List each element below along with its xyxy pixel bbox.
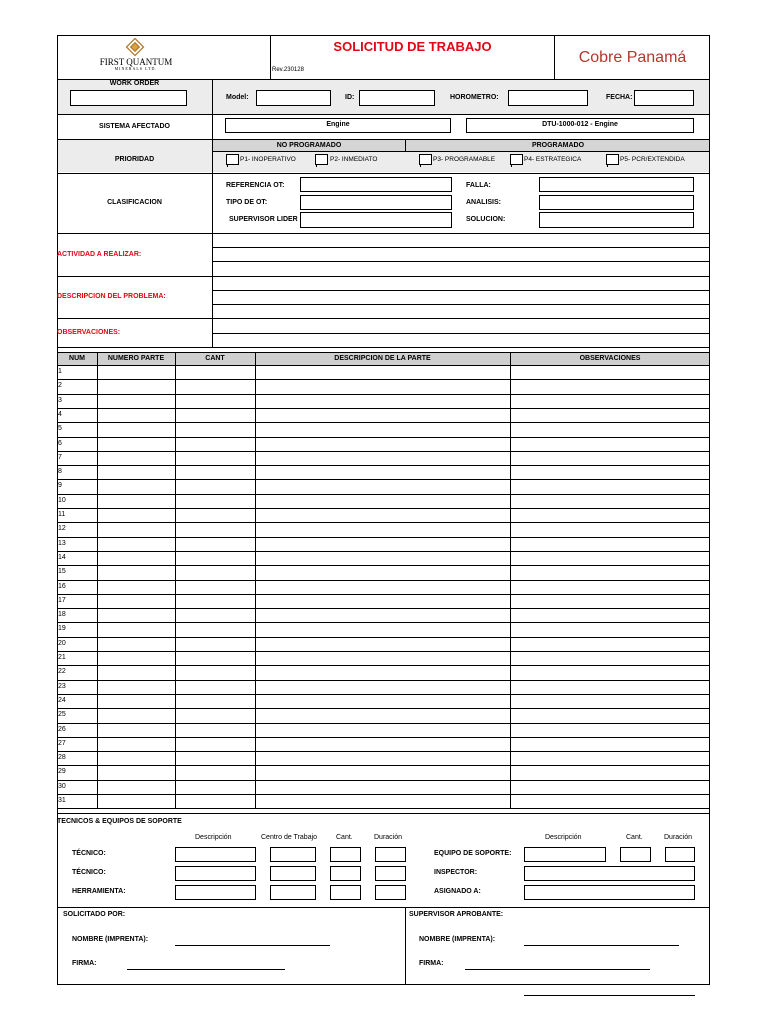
id-label: ID: xyxy=(345,94,355,101)
tecnico1-duracion-input[interactable] xyxy=(375,847,406,862)
col-cant-header: CANT xyxy=(205,355,225,362)
table-row[interactable] xyxy=(57,680,710,681)
table-row[interactable] xyxy=(57,723,710,724)
row-number: 7 xyxy=(58,453,62,461)
row-number: 14 xyxy=(58,553,66,561)
sistema-input-2[interactable]: DTU-1000-012 - Engine xyxy=(466,118,694,133)
divider xyxy=(57,907,710,908)
tecnico2-duracion-input[interactable] xyxy=(375,866,406,881)
p1-checkbox[interactable] xyxy=(226,154,239,165)
falla-label: FALLA: xyxy=(466,182,491,189)
model-label: Model: xyxy=(226,94,249,101)
logo-subtext: MINERALS LTD. xyxy=(114,66,158,71)
equipo-descripcion-input[interactable] xyxy=(524,847,606,862)
column-divider xyxy=(255,352,256,809)
referencia-input[interactable] xyxy=(300,177,452,192)
divider xyxy=(212,114,213,139)
row-number: 20 xyxy=(58,639,66,647)
row-number: 24 xyxy=(58,696,66,704)
table-row[interactable] xyxy=(57,765,710,766)
row-number: 25 xyxy=(58,711,66,719)
herramienta-label: HERRAMIENTA: xyxy=(72,888,126,895)
row-number: 23 xyxy=(58,682,66,690)
tecnico1-centro-input[interactable] xyxy=(270,847,316,862)
p3-label: P3- PROGRAMABLE xyxy=(433,156,496,163)
p5-label: P5- PCR/EXTENDIDA xyxy=(620,156,685,163)
divider xyxy=(57,813,710,814)
referencia-label: REFERENCIA OT: xyxy=(226,182,285,189)
divider xyxy=(212,151,710,152)
tecnico2-label: TÉCNICO: xyxy=(72,869,106,876)
fecha-label: FECHA: xyxy=(606,94,633,101)
herramienta-duracion-input[interactable] xyxy=(375,885,406,900)
row-number: 13 xyxy=(58,539,66,547)
row-number: 5 xyxy=(58,425,62,433)
row-number: 27 xyxy=(58,739,66,747)
table-row[interactable] xyxy=(57,494,710,495)
equipo-cant-input[interactable] xyxy=(620,847,651,862)
table-row[interactable] xyxy=(57,551,710,552)
inspector-input[interactable] xyxy=(524,866,695,881)
logo-text: FIRST QUANTUM xyxy=(99,57,173,67)
tecnico2-descripcion-input[interactable] xyxy=(175,866,256,881)
table-row[interactable] xyxy=(57,708,710,709)
nombre-left-line[interactable] xyxy=(175,945,330,946)
divider xyxy=(405,907,406,985)
row-number: 15 xyxy=(58,568,66,576)
notes-area[interactable] xyxy=(213,234,709,347)
table-row[interactable] xyxy=(57,437,710,438)
table-row[interactable] xyxy=(57,394,710,395)
table-row[interactable] xyxy=(57,365,710,366)
col-descripcion-label-right: Descripción xyxy=(545,834,582,841)
p4-checkbox[interactable] xyxy=(510,154,523,165)
table-row[interactable] xyxy=(57,379,710,380)
work-order-input[interactable] xyxy=(70,90,187,106)
descripcion-label: DESCRIPCION DEL PROBLEMA: xyxy=(57,293,166,300)
col-cant-label-right: Cant. xyxy=(626,834,643,841)
divider xyxy=(212,79,213,114)
table-row[interactable] xyxy=(57,665,710,666)
table-row[interactable] xyxy=(57,580,710,581)
table-row[interactable] xyxy=(57,751,710,752)
row-number: 4 xyxy=(58,410,62,418)
p2-checkbox[interactable] xyxy=(315,154,328,165)
table-row[interactable] xyxy=(57,408,710,409)
table-row[interactable] xyxy=(57,651,710,652)
programado-label: PROGRAMADO xyxy=(531,142,585,149)
nombre-right-line[interactable] xyxy=(524,945,679,946)
divider xyxy=(57,347,710,348)
horometro-label: HOROMETRO: xyxy=(450,94,499,101)
row-number: 22 xyxy=(58,668,66,676)
solicitado-label: SOLICITADO POR: xyxy=(63,911,126,918)
column-divider xyxy=(510,352,511,809)
supervisor-label: SUPERVISOR LIDER xyxy=(229,216,298,223)
nombre-right-label: NOMBRE (IMPRENTA): xyxy=(419,936,496,943)
row-number: 26 xyxy=(58,725,66,733)
row-number: 8 xyxy=(58,468,62,476)
row-number: 29 xyxy=(58,768,66,776)
no-programado-label: NO PROGRAMADO xyxy=(276,142,342,149)
firma-right-label: FIRMA: xyxy=(419,960,444,967)
sistema-label: SISTEMA AFECTADO xyxy=(99,123,170,130)
work-order-label: WORK ORDER xyxy=(109,80,160,87)
row-number: 12 xyxy=(58,525,66,533)
asignado-label: ASIGNADO A: xyxy=(434,888,481,895)
prioridad-label: PRIORIDAD xyxy=(114,156,155,163)
divider xyxy=(212,173,213,233)
table-row[interactable] xyxy=(57,422,710,423)
col-num-header: NUM xyxy=(69,355,85,362)
analisis-label: ANALISIS: xyxy=(466,199,501,206)
table-row[interactable] xyxy=(57,794,710,795)
horometro-input[interactable] xyxy=(508,90,588,106)
row-number: 11 xyxy=(58,511,66,518)
p4-label: P4- ESTRATEGICA xyxy=(524,156,582,163)
table-row[interactable] xyxy=(57,537,710,538)
column-divider xyxy=(97,352,98,809)
firma-left-line[interactable] xyxy=(127,969,285,970)
tipo-input[interactable] xyxy=(300,195,452,210)
analisis-input[interactable] xyxy=(539,195,694,210)
table-row[interactable] xyxy=(57,737,710,738)
row-number: 10 xyxy=(58,496,66,504)
table-row[interactable] xyxy=(57,780,710,781)
table-row[interactable] xyxy=(57,479,710,480)
herramienta-centro-input[interactable] xyxy=(270,885,316,900)
model-input[interactable] xyxy=(256,90,331,106)
col-duracion-label-right: Duración xyxy=(664,834,693,841)
fecha-input[interactable] xyxy=(634,90,694,106)
falla-input[interactable] xyxy=(539,177,694,192)
table-row[interactable] xyxy=(57,622,710,623)
p3-checkbox[interactable] xyxy=(419,154,432,165)
col-part-number-header: NUMERO PARTE xyxy=(107,355,165,362)
tecnico1-descripcion-input[interactable] xyxy=(175,847,256,862)
col-cant-label: Cant. xyxy=(336,834,353,841)
row-number: 1 xyxy=(58,368,62,375)
table-row[interactable] xyxy=(57,694,710,695)
footer-line xyxy=(524,995,695,996)
row-number: 21 xyxy=(58,654,66,661)
revision-label: Rev.230128 xyxy=(272,67,304,73)
table-row[interactable] xyxy=(57,451,710,452)
asignado-input[interactable] xyxy=(524,885,695,900)
equipo-duracion-input[interactable] xyxy=(665,847,695,862)
supervisor-input[interactable] xyxy=(300,212,452,228)
table-row[interactable] xyxy=(57,508,710,509)
herramienta-cant-input[interactable] xyxy=(330,885,361,900)
row-number: 3 xyxy=(58,396,62,404)
row-number: 2 xyxy=(58,382,62,390)
actividad-label: ACTIVIDAD A REALIZAR: xyxy=(57,251,142,258)
tecnico1-label: TÉCNICO: xyxy=(72,850,106,857)
sistema-input-1[interactable]: Engine xyxy=(225,118,451,133)
tecnico1-cant-input[interactable] xyxy=(330,847,361,862)
col-descripcion-label: Descripción xyxy=(195,834,232,841)
form-title: SOLICITUD DE TRABAJO xyxy=(333,39,492,54)
firma-left-label: FIRMA: xyxy=(72,960,97,967)
row-number: 28 xyxy=(58,754,66,762)
table-bottom-line xyxy=(57,808,710,809)
tecnico2-cant-input[interactable] xyxy=(330,866,361,881)
row-number: 17 xyxy=(58,596,66,604)
table-row[interactable] xyxy=(57,594,710,595)
brand-name: Cobre Panamá xyxy=(578,49,687,66)
inspector-label: INSPECTOR: xyxy=(434,869,478,876)
table-row[interactable] xyxy=(57,565,710,566)
p5-checkbox[interactable] xyxy=(606,154,619,165)
table-row[interactable] xyxy=(57,465,710,466)
table-row[interactable] xyxy=(57,608,710,609)
row-number: 18 xyxy=(58,611,66,619)
herramienta-descripcion-input[interactable] xyxy=(175,885,256,900)
firma-right-line[interactable] xyxy=(465,969,650,970)
row-number: 31 xyxy=(58,797,66,804)
tipo-label: TIPO DE OT: xyxy=(226,199,268,206)
col-observaciones-header: OBSERVACIONES xyxy=(579,355,641,362)
table-row[interactable] xyxy=(57,522,710,523)
solucion-input[interactable] xyxy=(539,212,694,228)
nombre-left-label: NOMBRE (IMPRENTA): xyxy=(72,936,149,943)
tecnico2-centro-input[interactable] xyxy=(270,866,316,881)
row-number: 16 xyxy=(58,582,66,590)
divider xyxy=(57,114,710,115)
row-number: 6 xyxy=(58,439,62,447)
solucion-label: SOLUCION: xyxy=(466,216,506,223)
col-duracion-label: Duración xyxy=(374,834,403,841)
observaciones-label: OBSERVACIONES: xyxy=(57,329,121,336)
p1-label: P1- INOPERATIVO xyxy=(240,156,296,163)
divider xyxy=(57,173,710,174)
divider xyxy=(57,276,212,277)
row-number: 9 xyxy=(58,482,62,490)
table-row[interactable] xyxy=(57,637,710,638)
row-number: 19 xyxy=(58,625,66,633)
supervisor-aprobante-label: SUPERVISOR APROBANTE: xyxy=(409,911,504,918)
column-divider xyxy=(175,352,176,809)
id-input[interactable] xyxy=(359,90,435,106)
p2-label: P2- INMEDIATO xyxy=(330,156,378,163)
clasificacion-label: CLASIFICACION xyxy=(107,199,162,206)
tecnicos-title: TECNICOS & EQUIPOS DE SOPORTE xyxy=(57,818,182,825)
row-number: 30 xyxy=(58,782,66,790)
col-centro-label: Centro de Trabajo xyxy=(261,834,318,841)
equipo-label: EQUIPO DE SOPORTE: xyxy=(434,850,512,857)
col-descripcion-header: DESCRIPCION DE LA PARTE xyxy=(334,355,431,362)
